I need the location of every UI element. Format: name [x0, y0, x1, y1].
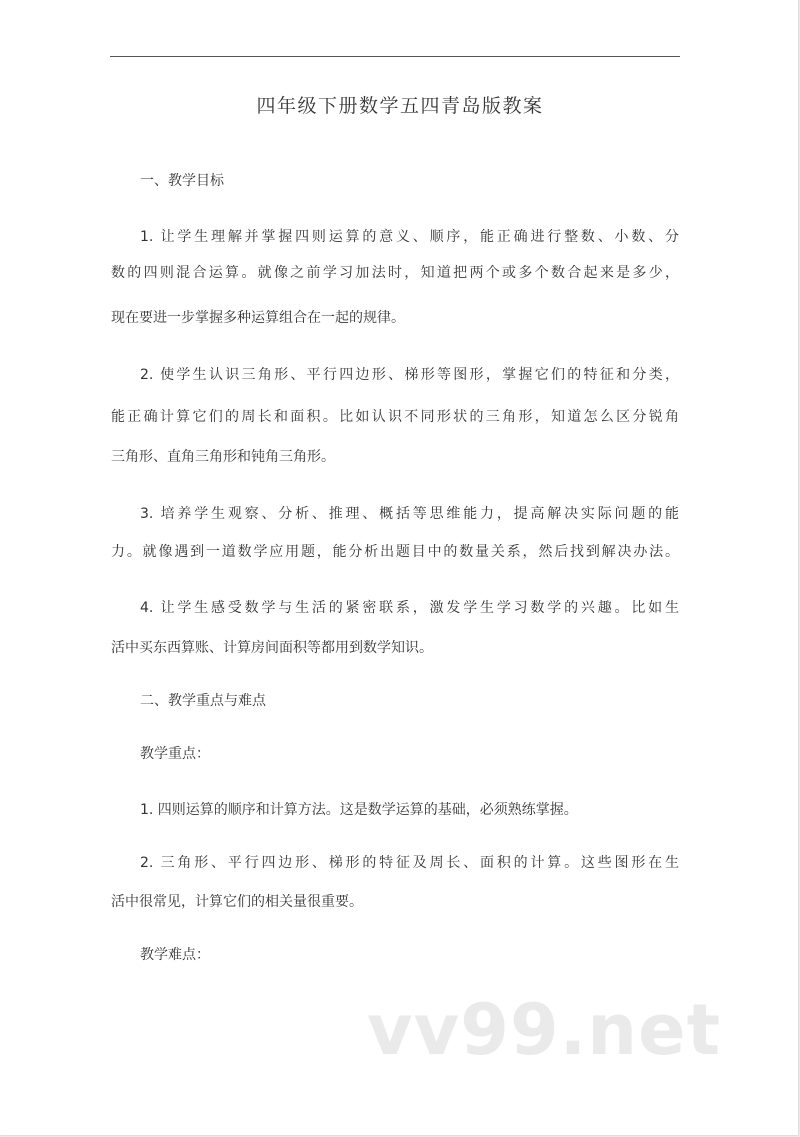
paragraph-line: 3. 培养学生观察、分析、推理、概括等思维能力，提高解决实际问题的能 — [140, 506, 679, 522]
paragraph-line: 1. 让学生理解并掌握四则运算的意义、顺序，能正确进行整数、小数、分 — [140, 229, 679, 245]
subheading: 教学重点： — [140, 746, 210, 762]
paragraph-line: 4. 让学生感受数学与生活的紧密联系，激发学生学习数学的兴趣。比如生 — [140, 600, 679, 616]
paragraph-line: 能正确计算它们的周长和面积。比如认识不同形状的三角形，知道怎么区分锐角 — [111, 409, 679, 425]
subheading: 教学难点： — [140, 947, 210, 963]
paragraph-line: 2. 使学生认识三角形、平行四边形、梯形等图形，掌握它们的特征和分类， — [140, 367, 679, 383]
paragraph-line: 1. 四则运算的顺序和计算方法。这是数学运算的基础，必须熟练掌握。 — [140, 802, 578, 818]
paragraph-line: 力。就像遇到一道数学应用题，能分析出题目中的数量关系，然后找到解决办法。 — [111, 544, 679, 560]
paragraph-line: 现在要进一步掌握多种运算组合在一起的规律。 — [111, 310, 405, 326]
watermark: vv99.net — [367, 989, 722, 1071]
header-rule — [110, 56, 680, 57]
paragraph-line: 三角形、直角三角形和钝角三角形。 — [111, 449, 335, 465]
paragraph-line: 活中买东西算账、计算房间面积等都用到数学知识。 — [111, 640, 433, 656]
paragraph-line: 2. 三角形、平行四边形、梯形的特征及周长、面积的计算。这些图形在生 — [140, 855, 679, 871]
paragraph-line: 活中很常见，计算它们的相关量很重要。 — [111, 894, 363, 910]
section-heading: 一、教学目标 — [140, 173, 224, 189]
document-title: 四年级下册数学五四青岛版教案 — [256, 95, 544, 117]
paragraph-line: 数的四则混合运算。就像之前学习加法时，知道把两个或多个数合起来是多少， — [111, 265, 679, 281]
section-heading: 二、教学重点与难点 — [140, 693, 266, 709]
